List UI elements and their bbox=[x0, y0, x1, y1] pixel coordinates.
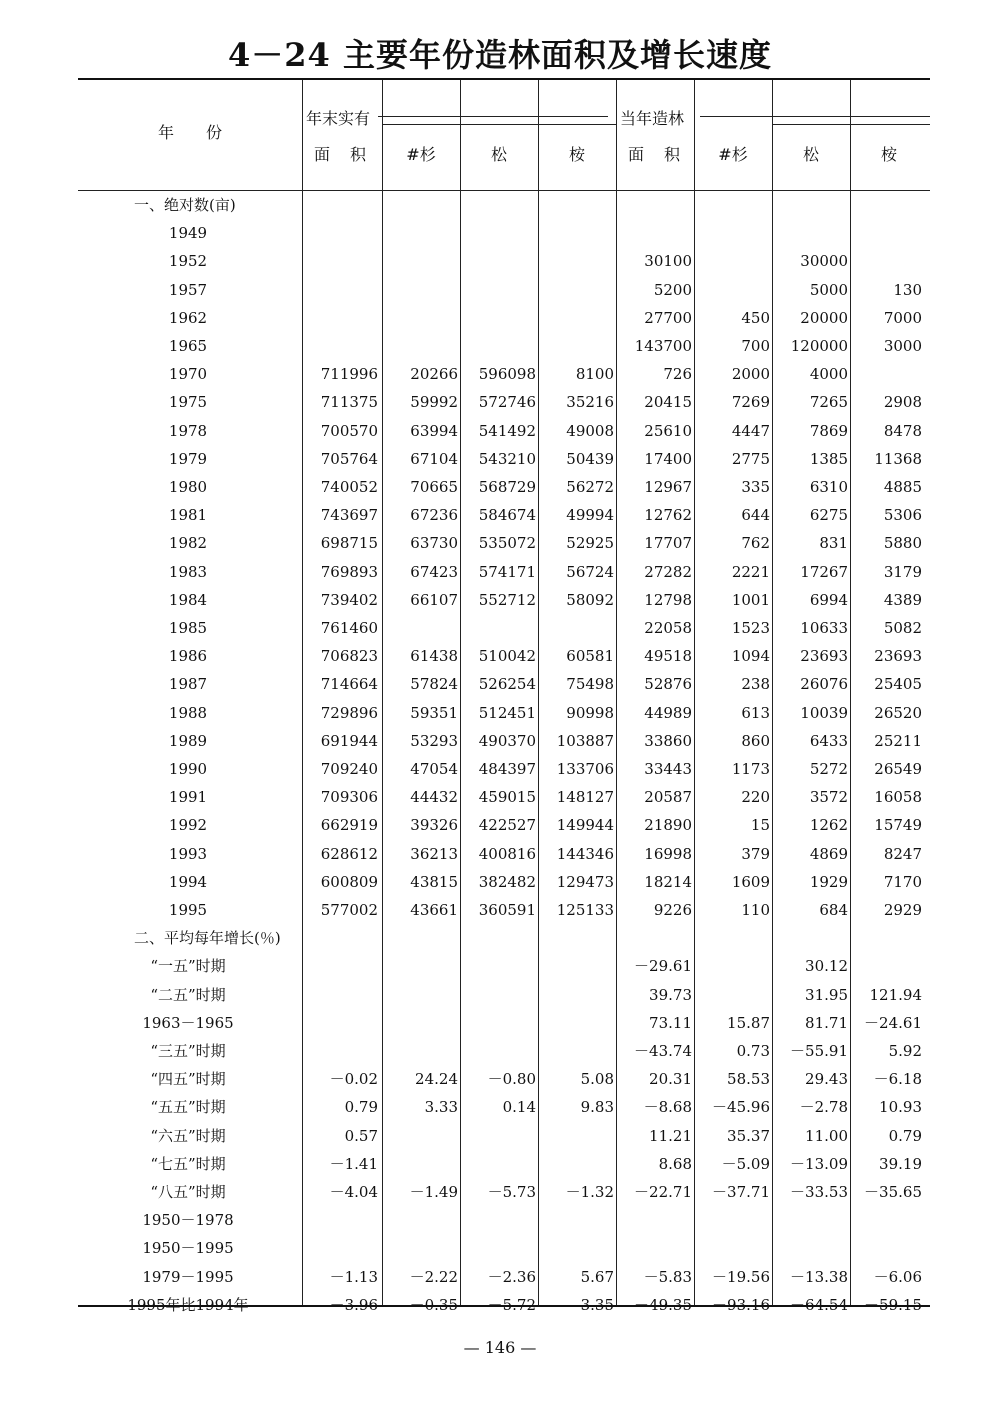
table-cell: 2000 bbox=[731, 365, 770, 384]
table-cell: 5.08 bbox=[580, 1070, 614, 1089]
row-label: 1993 bbox=[168, 844, 208, 863]
table-cell: 691944 bbox=[320, 731, 378, 750]
table-cell: 20587 bbox=[644, 788, 692, 807]
table-cell: 120000 bbox=[790, 337, 848, 355]
table-cell: 714664 bbox=[320, 675, 378, 694]
row-label: 1952 bbox=[168, 252, 208, 271]
table-cell: 729896 bbox=[320, 703, 378, 722]
table-cell: 761460 bbox=[320, 619, 378, 637]
row-label: 1984 bbox=[168, 590, 208, 609]
row-label: “四五”时期 bbox=[150, 1070, 226, 1089]
table-cell: 510042 bbox=[478, 647, 536, 666]
table-cell: 5306 bbox=[883, 506, 922, 525]
table-cell: 9.83 bbox=[580, 1098, 614, 1117]
table-cell: 220 bbox=[741, 788, 770, 807]
table-cell: 6433 bbox=[809, 731, 848, 750]
row-label: “六五”时期 bbox=[150, 1126, 226, 1145]
table-cell: 143700 bbox=[634, 337, 692, 355]
table-cell: 23693 bbox=[800, 647, 848, 666]
table-cell: 63730 bbox=[410, 534, 458, 553]
section-label: 二、平均每年增长(％) bbox=[134, 929, 281, 948]
table-cell: 0.14 bbox=[502, 1098, 536, 1117]
data-table bbox=[78, 78, 930, 1314]
table-cell: 125133 bbox=[556, 901, 614, 919]
table-cell: －35.65 bbox=[864, 1183, 922, 1201]
header-group-planted: 当年造林 bbox=[620, 109, 685, 128]
table-cell: 4389 bbox=[883, 590, 922, 609]
column-header: 桉 bbox=[880, 145, 897, 164]
table-cell: －2.22 bbox=[409, 1267, 458, 1286]
table-cell: －64.54 bbox=[790, 1295, 848, 1314]
table-cell: 1094 bbox=[731, 647, 770, 666]
table-cell: 613 bbox=[741, 703, 770, 722]
table-cell: 110 bbox=[741, 901, 770, 919]
table-cell: －19.56 bbox=[712, 1267, 770, 1286]
table-cell: 49008 bbox=[566, 421, 614, 440]
table-cell: 26520 bbox=[874, 703, 922, 722]
table-cell: －2.78 bbox=[799, 1098, 848, 1117]
row-label: 1970 bbox=[168, 365, 208, 384]
table-cell: －0.80 bbox=[487, 1070, 536, 1089]
table-cell: 5082 bbox=[883, 619, 922, 637]
table-cell: 58092 bbox=[566, 590, 614, 609]
table-cell: 25211 bbox=[874, 731, 922, 750]
table-cell: 59992 bbox=[410, 393, 458, 412]
row-label: 1980 bbox=[168, 478, 208, 496]
table-cell: 35216 bbox=[566, 393, 614, 412]
table-cell: 90998 bbox=[566, 703, 614, 722]
table-cell: 5880 bbox=[883, 534, 922, 553]
page-title: 4－24 主要年份造林面积及增长速度 bbox=[228, 36, 772, 74]
table-cell: 2221 bbox=[731, 562, 770, 581]
table-cell: 81.71 bbox=[805, 1013, 848, 1032]
table-cell: 17400 bbox=[644, 449, 692, 468]
table-cell: 379 bbox=[741, 844, 770, 863]
table-cell: －0.35 bbox=[409, 1295, 458, 1314]
table-cell: 8478 bbox=[883, 421, 922, 440]
table-cell: －5.09 bbox=[721, 1154, 770, 1173]
row-label: 1983 bbox=[168, 562, 208, 581]
row-label: 1985 bbox=[168, 619, 208, 637]
table-cell: 568729 bbox=[478, 478, 536, 496]
table-cell: 67423 bbox=[410, 562, 458, 581]
row-label: 1965 bbox=[168, 337, 208, 355]
table-cell: 705764 bbox=[320, 449, 378, 468]
table-cell: 662919 bbox=[320, 816, 378, 835]
table-cell: 1262 bbox=[809, 816, 848, 835]
row-label: “五五”时期 bbox=[150, 1098, 226, 1117]
table-cell: 726 bbox=[663, 365, 692, 384]
table-cell: 335 bbox=[741, 478, 770, 496]
table-cell: 541492 bbox=[478, 421, 536, 440]
table-cell: 29.43 bbox=[805, 1070, 848, 1089]
table-cell: 5000 bbox=[809, 280, 848, 299]
table-cell: 16058 bbox=[874, 788, 922, 807]
table-cell: －8.68 bbox=[643, 1098, 692, 1117]
table-cell: 577002 bbox=[320, 901, 378, 919]
table-cell: 8247 bbox=[883, 844, 922, 863]
table-cell: 49994 bbox=[566, 506, 614, 525]
table-cell: 17707 bbox=[644, 534, 692, 553]
table-cell: 7265 bbox=[809, 393, 848, 412]
table-cell: －4.04 bbox=[329, 1183, 378, 1201]
column-header: 松 bbox=[802, 145, 819, 164]
table-cell: 711996 bbox=[320, 365, 378, 384]
table-cell: 50439 bbox=[566, 449, 614, 468]
table-cell: 130 bbox=[893, 280, 922, 299]
column-header: 桉 bbox=[568, 145, 585, 164]
subheader-rule bbox=[772, 124, 930, 125]
table-cell: 584674 bbox=[478, 506, 536, 525]
table-cell: 552712 bbox=[478, 590, 536, 609]
table-cell: 133706 bbox=[556, 760, 614, 778]
table-cell: 24.24 bbox=[415, 1070, 458, 1089]
header-group-underline bbox=[378, 116, 608, 117]
table-cell: 450 bbox=[741, 308, 770, 327]
table-cell: 600809 bbox=[320, 872, 378, 891]
row-label: 1995年比1994年 bbox=[127, 1295, 249, 1314]
table-cell: 31.95 bbox=[805, 985, 848, 1004]
table-cell: 26549 bbox=[874, 760, 922, 778]
table-cell: 2775 bbox=[731, 449, 770, 468]
table-cell: 67104 bbox=[410, 449, 458, 468]
table-cell: 1001 bbox=[731, 590, 770, 609]
table-cell: 27282 bbox=[644, 562, 692, 581]
table-cell: －6.06 bbox=[873, 1267, 922, 1286]
table-cell: 709240 bbox=[320, 760, 378, 778]
table-cell: 39326 bbox=[410, 816, 458, 835]
table-cell: 18214 bbox=[644, 872, 692, 891]
table-cell: 20266 bbox=[410, 365, 458, 384]
table-cell: 3572 bbox=[809, 788, 848, 807]
table-cell: 15749 bbox=[874, 816, 922, 835]
table-cell: 0.73 bbox=[736, 1042, 770, 1060]
table-cell: －1.32 bbox=[565, 1183, 614, 1201]
table-cell: 8100 bbox=[575, 365, 614, 384]
table-cell: 52876 bbox=[644, 675, 692, 694]
table-cell: 0.79 bbox=[344, 1098, 378, 1117]
table-cell: 11.00 bbox=[805, 1126, 848, 1145]
table-cell: 22058 bbox=[644, 619, 692, 637]
table-cell: 572746 bbox=[478, 393, 536, 412]
table-cell: 33860 bbox=[644, 731, 692, 750]
table-cell: 7000 bbox=[883, 308, 922, 327]
table-cell: 43815 bbox=[410, 872, 458, 891]
row-label: 1986 bbox=[168, 647, 208, 666]
column-header: 松 bbox=[490, 145, 507, 164]
table-cell: 400816 bbox=[478, 844, 536, 863]
row-label: 1975 bbox=[168, 393, 208, 412]
table-cell: 53293 bbox=[410, 731, 458, 750]
table-cell: 66107 bbox=[410, 590, 458, 609]
table-cell: 148127 bbox=[556, 788, 614, 807]
table-cell: －49.35 bbox=[634, 1295, 692, 1314]
page-number: — 146 — bbox=[463, 1338, 537, 1357]
table-cell: 6994 bbox=[809, 590, 848, 609]
table-cell: 26076 bbox=[800, 675, 848, 694]
table-cell: 5.92 bbox=[888, 1042, 922, 1060]
table-cell: 3.35 bbox=[580, 1295, 614, 1314]
table-cell: －2.36 bbox=[487, 1267, 536, 1286]
table-cell: 5272 bbox=[809, 760, 848, 778]
row-label: 1995 bbox=[168, 901, 208, 919]
table-cell: 512451 bbox=[478, 703, 536, 722]
table-cell: －3.96 bbox=[329, 1295, 378, 1314]
table-cell: 11.21 bbox=[649, 1126, 692, 1145]
table-cell: 10.93 bbox=[879, 1098, 922, 1117]
row-label: “八五”时期 bbox=[150, 1183, 226, 1201]
table-cell: 44432 bbox=[410, 788, 458, 807]
table-cell: －43.74 bbox=[634, 1042, 692, 1060]
table-cell: 4869 bbox=[809, 844, 848, 863]
table-cell: 860 bbox=[741, 731, 770, 750]
table-cell: －37.71 bbox=[712, 1183, 770, 1201]
table-cell: 73.11 bbox=[649, 1013, 692, 1032]
table-cell: －59.15 bbox=[864, 1295, 922, 1314]
table-cell: 526254 bbox=[478, 675, 536, 694]
table-cell: －5.83 bbox=[643, 1267, 692, 1286]
table-cell: 15.87 bbox=[727, 1013, 770, 1032]
table-cell: 56724 bbox=[566, 562, 614, 581]
row-label: 1963－1965 bbox=[142, 1013, 234, 1032]
row-label: 1990 bbox=[168, 760, 208, 778]
table-cell: 484397 bbox=[478, 760, 536, 778]
table-cell: 698715 bbox=[320, 534, 378, 553]
table-cell: 39.73 bbox=[649, 985, 692, 1004]
header-bottom-rule bbox=[78, 190, 930, 191]
row-label: 1950－1978 bbox=[142, 1211, 234, 1230]
table-cell: 535072 bbox=[478, 534, 536, 553]
table-cell: 6275 bbox=[809, 506, 848, 525]
column-header: #杉 bbox=[406, 145, 436, 164]
table-cell: 11368 bbox=[874, 449, 922, 468]
row-label: “三五”时期 bbox=[150, 1042, 226, 1060]
table-cell: 360591 bbox=[478, 901, 536, 919]
table-cell: 12967 bbox=[644, 478, 692, 496]
row-label: 1979－1995 bbox=[142, 1267, 234, 1286]
table-cell: 16998 bbox=[644, 844, 692, 863]
table-cell: 39.19 bbox=[879, 1154, 922, 1173]
table-cell: －6.18 bbox=[873, 1070, 922, 1089]
table-cell: 33443 bbox=[644, 760, 692, 778]
table-cell: －13.09 bbox=[790, 1154, 848, 1173]
table-cell: 769893 bbox=[320, 562, 378, 581]
table-cell: 12762 bbox=[644, 506, 692, 525]
table-cell: 36213 bbox=[410, 844, 458, 863]
column-header: 面 积 bbox=[627, 145, 682, 164]
table-cell: 52925 bbox=[566, 534, 614, 553]
subheader-rule bbox=[382, 124, 616, 125]
table-cell: 6310 bbox=[809, 478, 848, 496]
table-cell: 238 bbox=[741, 675, 770, 694]
row-label: 1949 bbox=[168, 224, 208, 243]
table-cell: 2908 bbox=[883, 393, 922, 412]
table-cell: 49518 bbox=[644, 647, 692, 666]
table-cell: 35.37 bbox=[727, 1126, 770, 1145]
table-cell: 25405 bbox=[874, 675, 922, 694]
table-cell: 7170 bbox=[883, 872, 922, 891]
table-cell: 831 bbox=[819, 534, 848, 553]
table-cell: 0.79 bbox=[888, 1126, 922, 1145]
row-label: 1962 bbox=[168, 308, 208, 327]
table-cell: 43661 bbox=[410, 901, 458, 919]
table-cell: 21890 bbox=[644, 816, 692, 835]
table-cell: 706823 bbox=[320, 647, 378, 666]
section-label: 一、绝对数(亩) bbox=[134, 196, 236, 214]
table-cell: 10633 bbox=[800, 619, 848, 637]
table-cell: 739402 bbox=[320, 590, 378, 609]
table-cell: 711375 bbox=[320, 393, 378, 412]
table-cell: 7869 bbox=[809, 421, 848, 440]
table-cell: 4885 bbox=[883, 478, 922, 496]
table-cell: 0.57 bbox=[344, 1126, 378, 1145]
table-cell: 762 bbox=[741, 534, 770, 553]
table-cell: 740052 bbox=[320, 478, 378, 496]
table-cell: 59351 bbox=[410, 703, 458, 722]
table-cell: 56272 bbox=[566, 478, 614, 496]
row-label: 1991 bbox=[168, 788, 208, 807]
table-cell: 700 bbox=[741, 337, 770, 355]
table-cell: －5.73 bbox=[487, 1183, 536, 1201]
table-cell: 7269 bbox=[731, 393, 770, 412]
table-cell: 58.53 bbox=[727, 1070, 770, 1089]
table-cell: 67236 bbox=[410, 506, 458, 525]
table-cell: 60581 bbox=[566, 647, 614, 666]
table-cell: 10039 bbox=[800, 703, 848, 722]
table-cell: 709306 bbox=[320, 788, 378, 807]
table-cell: －13.38 bbox=[790, 1267, 848, 1286]
table-cell: －45.96 bbox=[712, 1098, 770, 1117]
header-year: 年 份 bbox=[157, 123, 222, 142]
table-cell: 422527 bbox=[478, 816, 536, 835]
table-cell: 4000 bbox=[809, 365, 848, 384]
table-cell: －1.49 bbox=[409, 1183, 458, 1201]
table-cell: －24.61 bbox=[864, 1013, 922, 1032]
table-cell: 17267 bbox=[800, 562, 848, 581]
row-label: 1989 bbox=[168, 731, 208, 750]
table-cell: 30000 bbox=[800, 252, 848, 271]
table-cell: 3179 bbox=[883, 562, 922, 581]
column-header: #杉 bbox=[718, 145, 748, 164]
table-cell: 644 bbox=[741, 506, 770, 525]
table-cell: 1385 bbox=[809, 449, 848, 468]
row-label: 1978 bbox=[168, 421, 208, 440]
table-cell: －1.41 bbox=[329, 1154, 378, 1173]
table-cell: 63994 bbox=[410, 421, 458, 440]
header-group-underline bbox=[700, 116, 930, 117]
table-cell: 121.94 bbox=[869, 985, 922, 1004]
table-cell: 61438 bbox=[410, 647, 458, 666]
table-cell: 144346 bbox=[556, 844, 614, 863]
table-cell: 129473 bbox=[556, 872, 614, 891]
table-cell: 684 bbox=[819, 901, 848, 919]
table-cell: －1.13 bbox=[329, 1267, 378, 1286]
table-cell: 70665 bbox=[410, 478, 458, 496]
table-cell: 44989 bbox=[644, 703, 692, 722]
table-cell: 20000 bbox=[800, 308, 848, 327]
row-label: “一五”时期 bbox=[150, 957, 226, 976]
column-header: 面 积 bbox=[313, 145, 368, 164]
table-cell: －29.61 bbox=[634, 957, 692, 976]
table-cell: 596098 bbox=[478, 365, 536, 384]
table-cell: 2929 bbox=[883, 901, 922, 919]
table-cell: 30100 bbox=[644, 252, 692, 271]
row-label: 1981 bbox=[168, 506, 208, 525]
row-label: 1992 bbox=[168, 816, 208, 835]
row-label: 1987 bbox=[168, 675, 208, 694]
table-cell: 5200 bbox=[653, 280, 692, 299]
table-cell: 30.12 bbox=[805, 957, 848, 976]
table-cell: 574171 bbox=[478, 562, 536, 581]
table-cell: －55.91 bbox=[790, 1042, 848, 1060]
table-cell: 103887 bbox=[556, 731, 614, 750]
table-cell: －5.72 bbox=[487, 1295, 536, 1314]
table-cell: 1173 bbox=[731, 760, 770, 778]
table-cell: －0.02 bbox=[329, 1070, 378, 1089]
table-cell: 3000 bbox=[883, 337, 922, 355]
row-label: 1994 bbox=[168, 872, 208, 891]
row-label: 1950－1995 bbox=[142, 1239, 234, 1258]
table-cell: 490370 bbox=[478, 731, 536, 750]
table-cell: 20.31 bbox=[649, 1070, 692, 1089]
row-label: 1988 bbox=[168, 703, 208, 722]
table-cell: －33.53 bbox=[790, 1183, 848, 1201]
table-cell: 57824 bbox=[410, 675, 458, 694]
table-cell: 1523 bbox=[731, 619, 770, 637]
table-cell: 9226 bbox=[653, 901, 692, 919]
table-cell: 700570 bbox=[320, 421, 378, 440]
table-cell: 47054 bbox=[410, 760, 458, 778]
table-cell: 75498 bbox=[566, 675, 614, 694]
table-cell: 382482 bbox=[478, 872, 536, 891]
table-cell: 459015 bbox=[478, 788, 536, 807]
table-cell: －22.71 bbox=[634, 1183, 692, 1201]
table-cell: 1929 bbox=[809, 872, 848, 891]
header-group-year-end: 年末实有 bbox=[306, 109, 371, 128]
table-cell: 12798 bbox=[644, 590, 692, 609]
table-cell: 628612 bbox=[320, 844, 378, 863]
table-cell: 743697 bbox=[320, 506, 378, 525]
table-cell: 23693 bbox=[874, 647, 922, 666]
table-cell: 8.68 bbox=[658, 1154, 692, 1173]
row-label: “二五”时期 bbox=[150, 985, 226, 1004]
row-label: “七五”时期 bbox=[150, 1154, 226, 1173]
row-label: 1982 bbox=[168, 534, 208, 553]
table-cell: 3.33 bbox=[424, 1098, 458, 1117]
table-cell: 149944 bbox=[556, 816, 614, 835]
table-cell: 20415 bbox=[644, 393, 692, 412]
table-cell: 1609 bbox=[731, 872, 770, 891]
table-cell: 5.67 bbox=[580, 1267, 614, 1286]
table-cell: 25610 bbox=[644, 421, 692, 440]
table-cell: 15 bbox=[750, 816, 770, 835]
table-cell: 4447 bbox=[731, 421, 770, 440]
table-cell: －93.16 bbox=[712, 1295, 770, 1314]
table-cell: 543210 bbox=[478, 449, 536, 468]
row-label: 1957 bbox=[168, 280, 208, 299]
row-label: 1979 bbox=[168, 449, 208, 468]
table-cell: 27700 bbox=[644, 308, 692, 327]
